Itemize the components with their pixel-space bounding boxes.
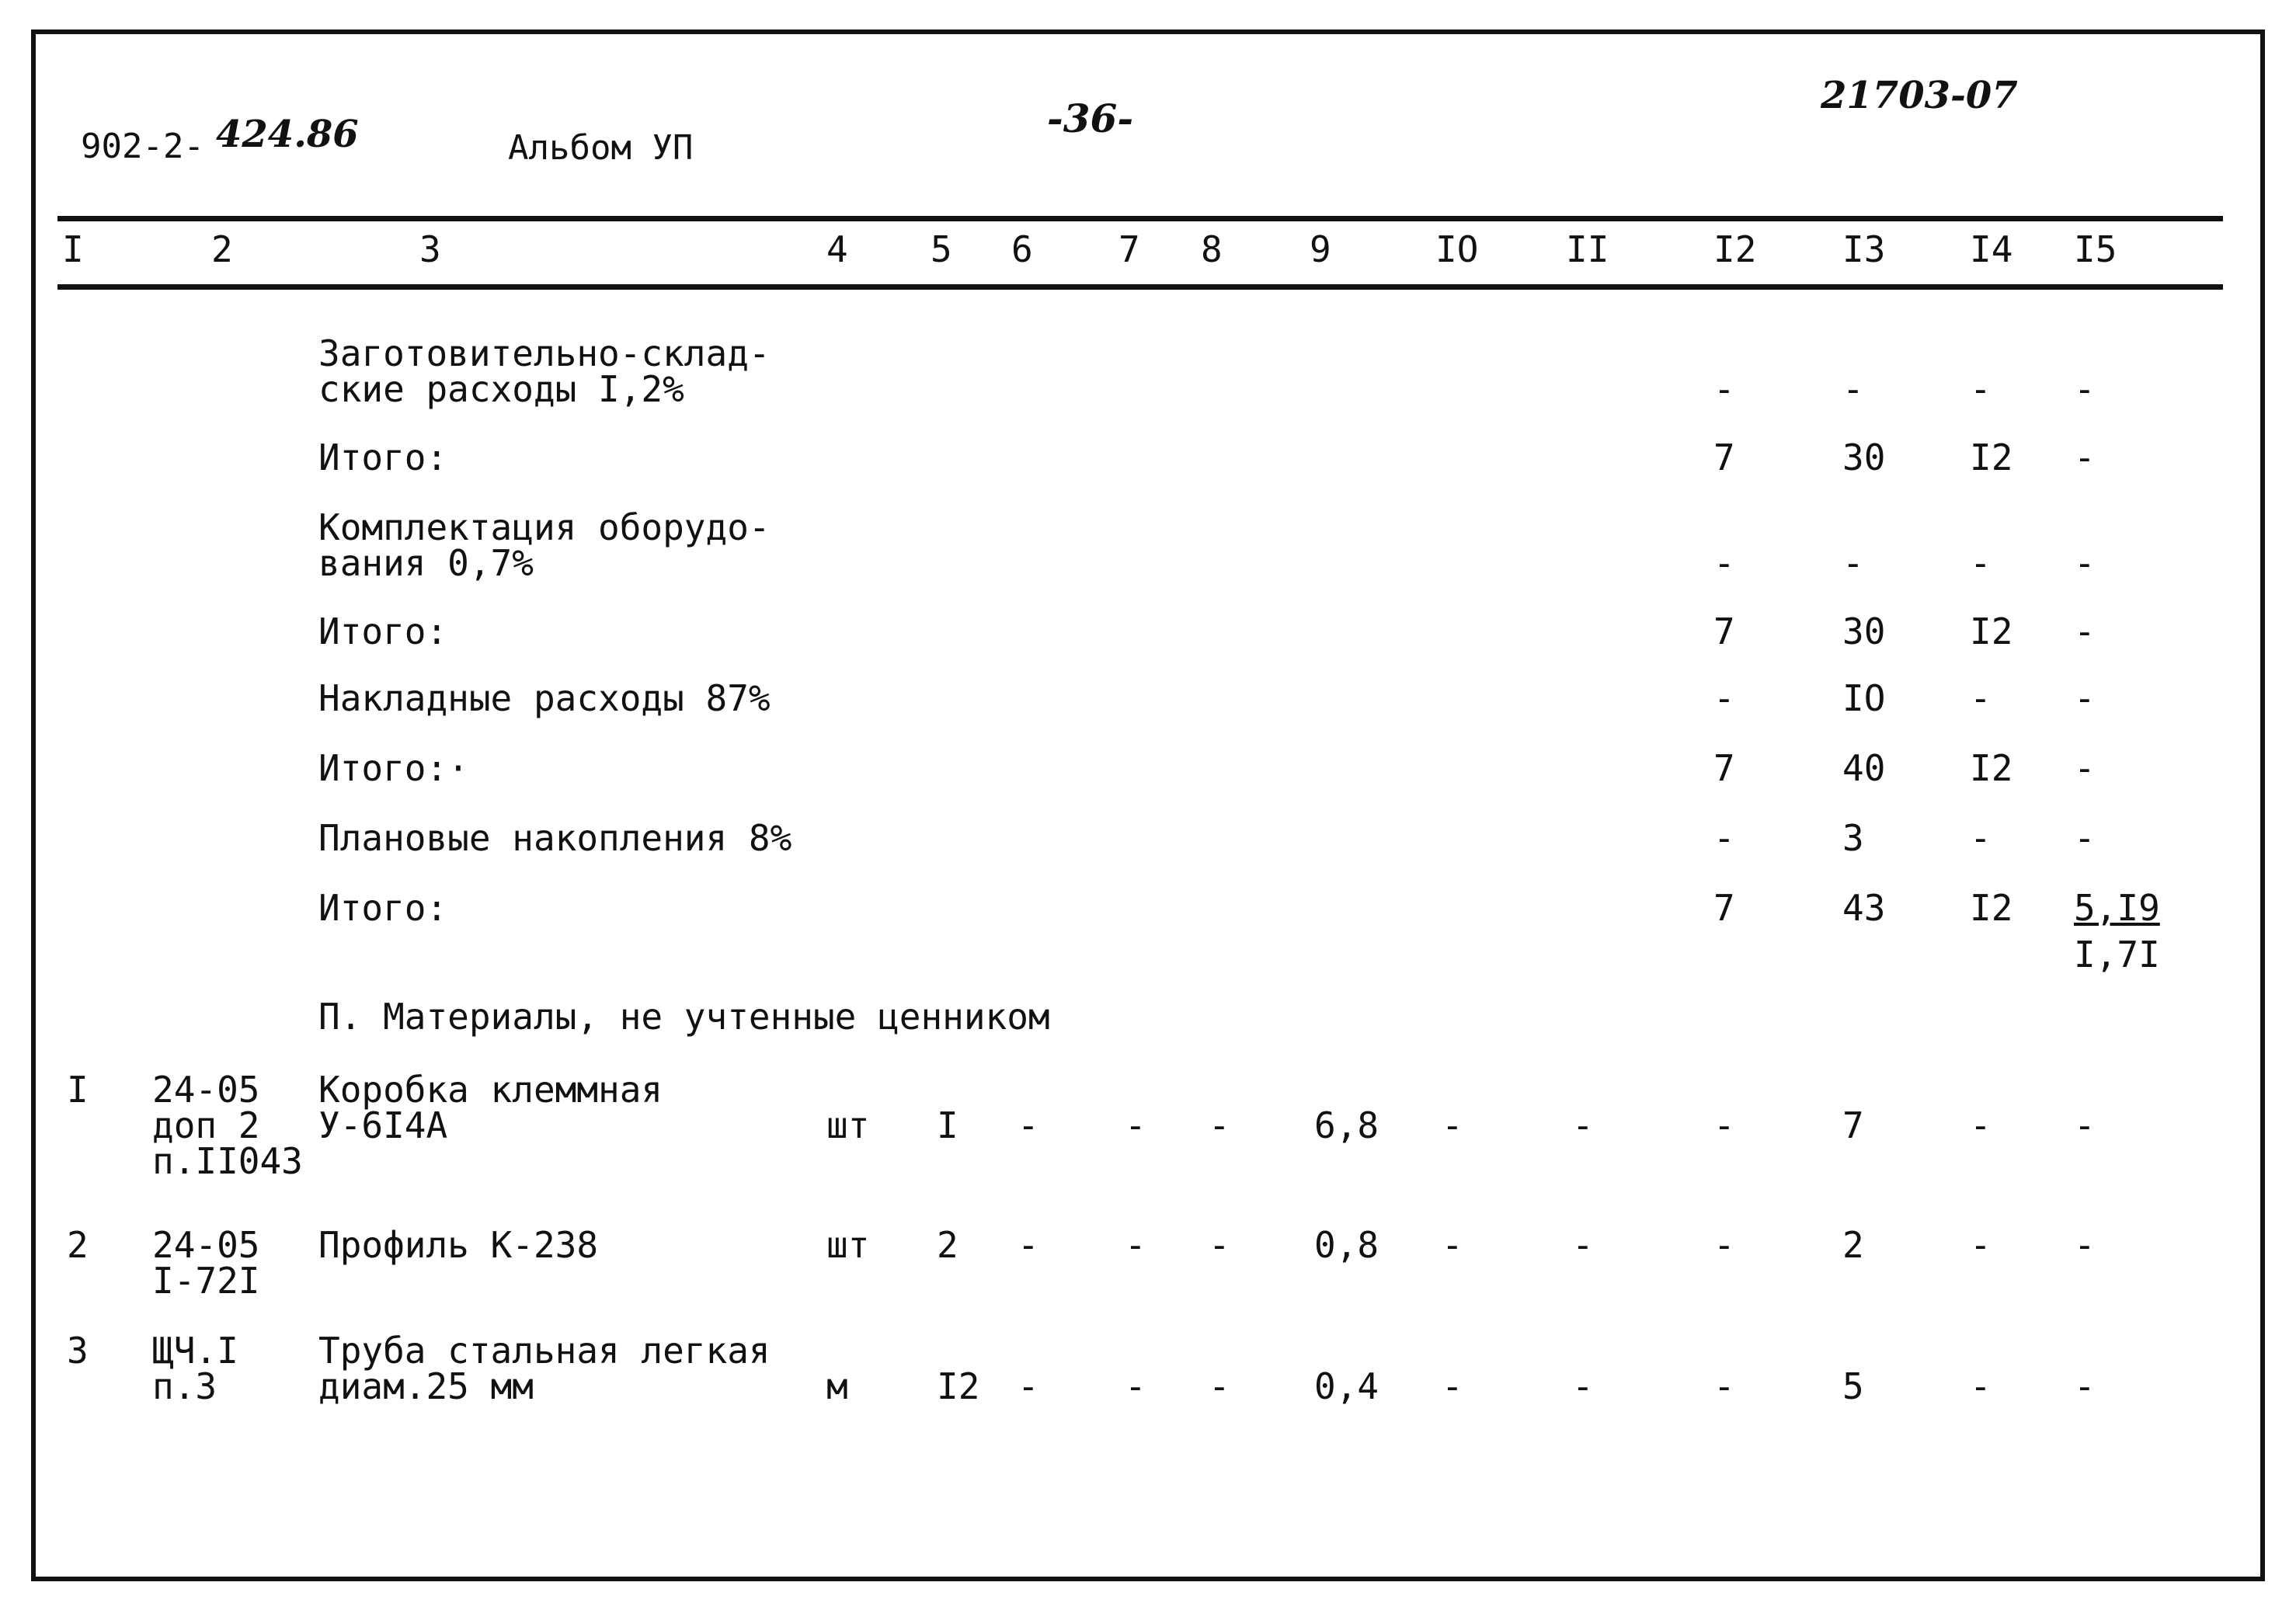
material-row-code: 24-05	[152, 1224, 260, 1266]
material-cell-c12: -	[1713, 1224, 1735, 1266]
column-number: I2	[1713, 228, 1757, 270]
header-bottom-rule	[57, 284, 2223, 290]
material-cell-qty: I	[937, 1104, 958, 1146]
material-row-name: Коробка клеммная	[318, 1069, 663, 1111]
material-row-code: п.II043	[152, 1140, 303, 1182]
material-cell-c8: -	[1209, 1224, 1230, 1266]
summary-row-label: Итого:	[318, 887, 448, 929]
material-row-code: 24-05	[152, 1069, 260, 1111]
material-cell-c9: 6,8	[1314, 1104, 1379, 1146]
summary-cell-col12: 7	[1713, 610, 1735, 652]
summary-row-label: Плановые накопления 8%	[318, 817, 792, 859]
material-cell-c14: -	[1970, 1365, 1992, 1407]
summary-cell-col12: 7	[1713, 747, 1735, 789]
summary-cell-col14: -	[1970, 542, 1992, 584]
column-number: 6	[1011, 228, 1033, 270]
material-cell-qty: 2	[937, 1224, 958, 1266]
doc-code-handwritten: 424.86	[216, 113, 359, 156]
material-cell-c13: 7	[1842, 1104, 1864, 1146]
material-cell-c10: -	[1442, 1104, 1463, 1146]
material-cell-c10: -	[1442, 1365, 1463, 1407]
column-number: 5	[931, 228, 952, 270]
column-number: II	[1566, 228, 1609, 270]
material-cell-c12: -	[1713, 1104, 1735, 1146]
column-number: I	[62, 228, 84, 270]
doc-code-prefix: 902-2-	[81, 127, 204, 166]
summary-cell-col15: -	[2074, 368, 2096, 410]
summary-cell-col15: -	[2074, 542, 2096, 584]
material-row-name: Труба стальная легкая	[318, 1330, 771, 1372]
summary-cell-col14: -	[1970, 817, 1992, 859]
summary-row-label: Итого:	[318, 436, 448, 478]
summary-cell-col14: I2	[1970, 887, 2013, 929]
summary-cell-col12: 7	[1713, 887, 1735, 929]
material-cell-c11: -	[1572, 1224, 1594, 1266]
material-cell-unit: шт	[826, 1104, 870, 1146]
summary-cell-col13: 30	[1842, 436, 1886, 478]
summary-row-label: ские расходы I,2%	[318, 368, 684, 410]
summary-row-label: Заготовительно-склад-	[318, 332, 771, 374]
material-cell-c6: -	[1018, 1365, 1039, 1407]
header-top-rule	[57, 216, 2223, 221]
column-number: 4	[826, 228, 848, 270]
material-row-number: 3	[67, 1330, 89, 1372]
material-cell-c10: -	[1442, 1224, 1463, 1266]
summary-cell-col14: -	[1970, 677, 1992, 719]
material-cell-c11: -	[1572, 1365, 1594, 1407]
summary-cell-col12: -	[1713, 677, 1735, 719]
summary-cell-col14: I2	[1970, 747, 2013, 789]
material-row-name: У-6I4А	[318, 1104, 448, 1146]
document-stamp: 21703-07	[1821, 74, 2018, 117]
material-cell-c7: -	[1125, 1224, 1146, 1266]
material-cell-c14: -	[1970, 1104, 1992, 1146]
material-cell-c15: -	[2074, 1365, 2096, 1407]
album-label: Альбом УП	[508, 128, 694, 168]
summary-row-label: Накладные расходы 87%	[318, 677, 771, 719]
material-row-name: диам.25 мм	[318, 1365, 534, 1407]
summary-row-label: вания 0,7%	[318, 542, 534, 584]
material-cell-c7: -	[1125, 1365, 1146, 1407]
summary-cell-col13: 43	[1842, 887, 1886, 929]
column-number: 8	[1201, 228, 1223, 270]
summary-cell-col13: 30	[1842, 610, 1886, 652]
column-number: 9	[1310, 228, 1331, 270]
material-cell-c15: -	[2074, 1224, 2096, 1266]
material-cell-qty: I2	[937, 1365, 980, 1407]
material-cell-c13: 2	[1842, 1224, 1864, 1266]
material-cell-c8: -	[1209, 1104, 1230, 1146]
summary-cell-col12: -	[1713, 817, 1735, 859]
material-cell-c12: -	[1713, 1365, 1735, 1407]
summary-cell-col13: 3	[1842, 817, 1864, 859]
material-cell-c14: -	[1970, 1224, 1992, 1266]
column-number: 3	[419, 228, 441, 270]
summary-cell-col15: -	[2074, 817, 2096, 859]
summary-cell-col15-bottom: I,7I	[2074, 934, 2160, 975]
summary-cell-col13: 40	[1842, 747, 1886, 789]
material-cell-c9: 0,8	[1314, 1224, 1379, 1266]
material-row-code: п.3	[152, 1365, 217, 1407]
summary-row-label: Итого:	[318, 610, 448, 652]
summary-cell-col15-top: 5,I9	[2074, 887, 2160, 929]
material-cell-unit: м	[826, 1365, 848, 1407]
material-cell-c11: -	[1572, 1104, 1594, 1146]
summary-cell-col15: -	[2074, 610, 2096, 652]
summary-cell-col13: -	[1842, 542, 1864, 584]
column-number: I4	[1970, 228, 2013, 270]
material-cell-c6: -	[1018, 1104, 1039, 1146]
column-number: I3	[1842, 228, 1886, 270]
summary-row-label: Итого:·	[318, 747, 469, 789]
summary-cell-col15: -	[2074, 436, 2096, 478]
material-cell-c9: 0,4	[1314, 1365, 1379, 1407]
material-row-number: I	[67, 1069, 89, 1111]
page-number: -36-	[1047, 96, 1134, 141]
column-number: 7	[1118, 228, 1140, 270]
column-number: I5	[2074, 228, 2117, 270]
column-number: 2	[211, 228, 233, 270]
summary-cell-col13: -	[1842, 368, 1864, 410]
summary-cell-col13: IO	[1842, 677, 1886, 719]
material-row-name: Профиль К-238	[318, 1224, 599, 1266]
material-cell-c13: 5	[1842, 1365, 1864, 1407]
summary-cell-col12: -	[1713, 368, 1735, 410]
material-cell-c6: -	[1018, 1224, 1039, 1266]
material-row-code: доп 2	[152, 1104, 260, 1146]
summary-cell-col15: -	[2074, 677, 2096, 719]
column-number: IO	[1435, 228, 1479, 270]
summary-row-label: Комплектация оборудо-	[318, 506, 771, 548]
material-cell-c7: -	[1125, 1104, 1146, 1146]
section-title: П. Материалы, не учтенные ценником	[318, 996, 1050, 1038]
material-row-number: 2	[67, 1224, 89, 1266]
summary-cell-col12: -	[1713, 542, 1735, 584]
material-cell-c8: -	[1209, 1365, 1230, 1407]
material-cell-unit: шт	[826, 1224, 870, 1266]
summary-cell-col14: -	[1970, 368, 1992, 410]
summary-cell-col12: 7	[1713, 436, 1735, 478]
summary-cell-col15: -	[2074, 747, 2096, 789]
material-row-code: ЩЧ.I	[152, 1330, 238, 1372]
summary-cell-col14: I2	[1970, 610, 2013, 652]
summary-cell-col14: I2	[1970, 436, 2013, 478]
material-row-code: I-72I	[152, 1260, 260, 1302]
material-cell-c15: -	[2074, 1104, 2096, 1146]
